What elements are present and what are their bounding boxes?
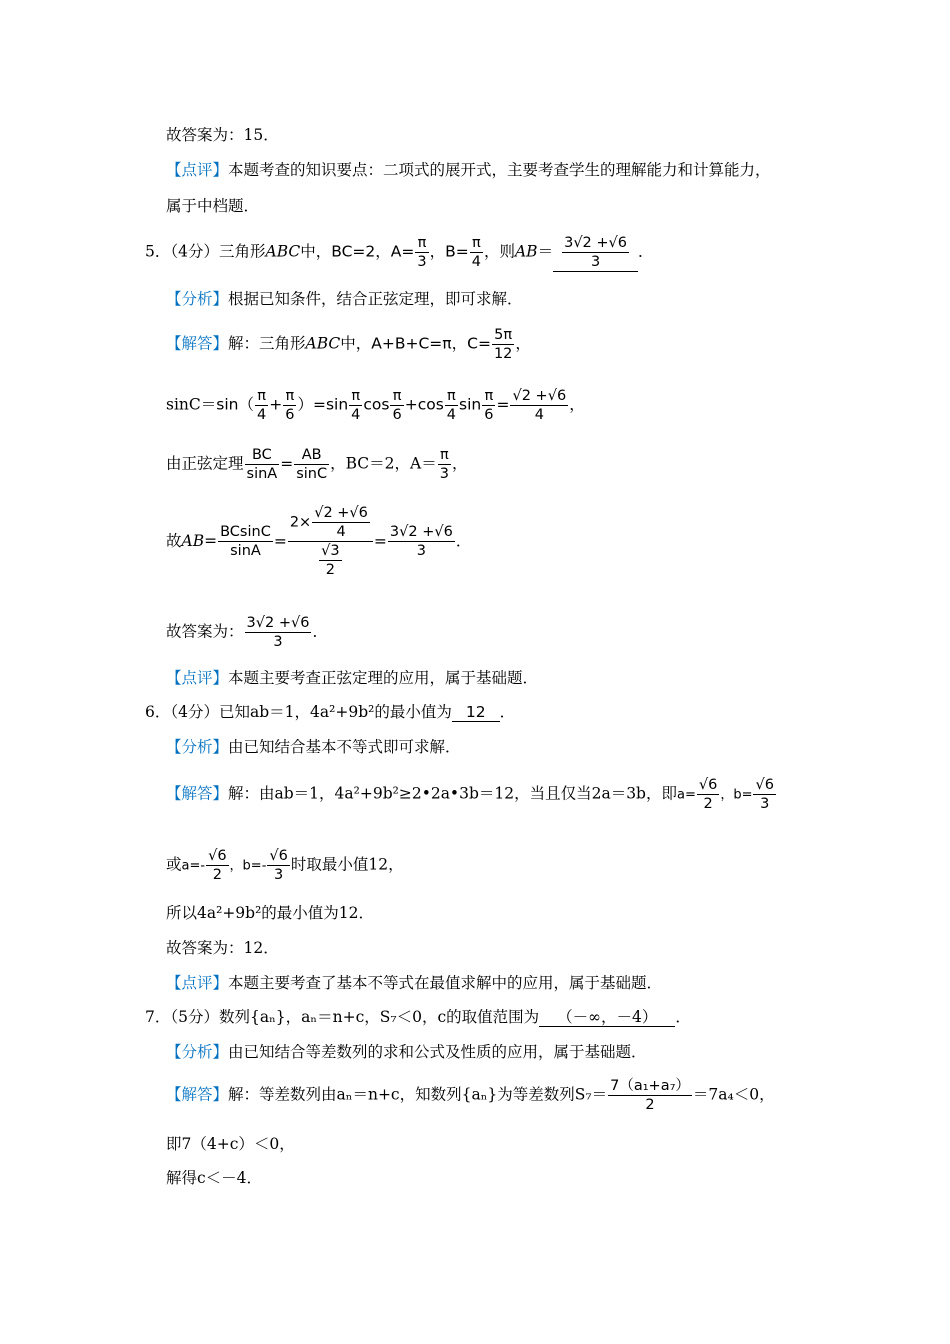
text: 故答案为：	[166, 622, 244, 641]
solution-q7-line2: 即7（4+c）＜0，	[166, 1135, 295, 1153]
answer-line-q4: 故答案为：15．	[166, 126, 279, 144]
analysis-q7	[166, 1045, 647, 1061]
sinc: sinC	[166, 395, 201, 414]
comment-text: 本题主要考查正弦定理的应用，属于基础题．	[228, 669, 539, 687]
eq: ＝	[537, 242, 554, 261]
text: 解：三角形	[228, 334, 306, 353]
ab: AB	[514, 242, 538, 261]
solution-q5-line4: 故AB= $\frac{BCsinC}{\sin A}$ = 2× $\frac{√2 +√6}{4}$ $\frac{√3}{2}$ = $\frac{3√2 +√6}{3}$ ．	[166, 505, 472, 579]
solution-q6-line3: 所以4a²+9b²的最小值为12．	[166, 904, 375, 922]
answer-blank: $\frac{3√2 +√6}{3}$	[553, 234, 638, 272]
solution-q7-line3: 解得c＜－4．	[166, 1169, 263, 1187]
analysis-text: 由已知结合等差数列的求和公式及性质的应用，属于基础题．	[228, 1043, 647, 1061]
analysis-tag: 【分析】	[166, 1043, 229, 1061]
analysis-q5	[166, 292, 523, 308]
question-7-stem: 7．（5分）数列{aₙ}，aₙ＝n+c，S₇＜0，c的取值范围为 （－∞，－4） ．	[145, 1008, 691, 1026]
answer-q5: 故答案为： $\frac{3√2 +√6}{3}$ ．	[166, 615, 328, 651]
comment-tag: 【点评】	[166, 161, 229, 179]
b-eq: ，B=	[429, 242, 469, 261]
solution-tag: 【解答】	[166, 784, 229, 803]
comment-tag: 【点评】	[166, 974, 229, 992]
comment-q6	[166, 976, 662, 992]
analysis-text: 根据已知条件，结合正弦定理，即可求解．	[228, 290, 523, 308]
solution-q5-line2: sinC＝sin（ $\frac{\pi}{4}$ + $\frac{\pi}{6}$ ）=sin $\frac{\pi}{4}$ cos $\frac{\pi}{6}$ +cos $\frac{\pi}{4}$ sin $\frac{\pi}{6}$ = $\frac{√2 +√6}{4}$ ，	[166, 388, 585, 424]
solution-tag: 【解答】	[166, 334, 229, 353]
comment-text: 本题主要考查了基本不等式在最值求解中的应用，属于基础题．	[228, 974, 663, 992]
analysis-q6	[166, 740, 461, 756]
comment-tag: 【点评】	[166, 669, 229, 687]
analysis-tag: 【分析】	[166, 738, 229, 756]
text: 中，	[300, 242, 332, 261]
question-number: 7．	[145, 1008, 171, 1026]
fraction-pi-3: $\frac{\pi}{3}$	[417, 235, 427, 271]
answer-blank: 12	[452, 705, 500, 722]
question-6-stem: 6．（4分）已知ab＝1，4a²+9b²的最小值为 12 ．	[145, 703, 516, 721]
score: （4分）三角形	[170, 242, 266, 261]
comment-line-q4	[166, 163, 771, 179]
solution-q7-line1: 【解答】解：等差数列由aₙ＝n+c，知数列{aₙ}为等差数列S₇＝ $\frac{\text{7（a₁+a₇）}}{2}$ ＝7a₄＜0，	[166, 1078, 775, 1114]
text: ＝sin（	[200, 395, 254, 414]
solution-q5-line3: 由正弦定理 $\frac{BC}{\sin A}$ = $\frac{AB}{\sin C}$ ，BC＝2，A＝ $\frac{\pi}{3}$ ，	[166, 447, 468, 483]
text: 由正弦定理	[166, 454, 244, 473]
comment-q5	[166, 671, 538, 687]
angle-sum: 中，A+B+C=π，C=	[340, 334, 491, 353]
text: 故	[166, 532, 182, 550]
fraction-5pi-12: $\frac{5\pi}{12}$	[493, 327, 513, 363]
text: ．	[638, 242, 654, 261]
answer-blank: （－∞，－4）	[539, 1010, 675, 1027]
triangle-name: ABC	[305, 334, 341, 353]
solution-q5-line1: 【解答】解：三角形ABC中，A+B+C=π，C= $\frac{5\pi}{12}$ ，	[166, 327, 531, 363]
solution-tag: 【解答】	[166, 1085, 229, 1104]
triangle-name: ABC	[265, 242, 301, 261]
complex-fraction: 2× $\frac{√2 +√6}{4}$ $\frac{√3}{2}$	[288, 504, 373, 580]
comment-line-q4-cont: 属于中档题．	[166, 197, 260, 215]
solution-q6-line1: 【解答】解：由ab＝1，4a²+9b²≥2•2a•3b＝12，当且仅当2a＝3b，即a= $\frac{√6}{2}$ ，b= $\frac{√6}{3}$	[166, 777, 774, 813]
analysis-text: 由已知结合基本不等式即可求解．	[228, 738, 461, 756]
bc-eq: BC=2，A=	[331, 242, 415, 261]
question-5-stem	[145, 234, 654, 272]
answer-q6: 故答案为：12．	[166, 939, 279, 957]
fraction-pi-4: $\frac{\pi}{4}$	[471, 235, 481, 271]
text: ，则	[483, 242, 515, 261]
comment-text: 本题考查的知识要点：二项式的展开式，主要考查学生的理解能力和计算能力，	[228, 161, 771, 179]
analysis-tag: 【分析】	[166, 290, 229, 308]
question-number: 6．	[145, 703, 171, 721]
solution-q6-line2: 或a=- $\frac{√6}{2}$ ，b=- $\frac{√6}{3}$ 时取最小值12，	[166, 848, 404, 884]
question-number: 5．	[145, 242, 171, 261]
